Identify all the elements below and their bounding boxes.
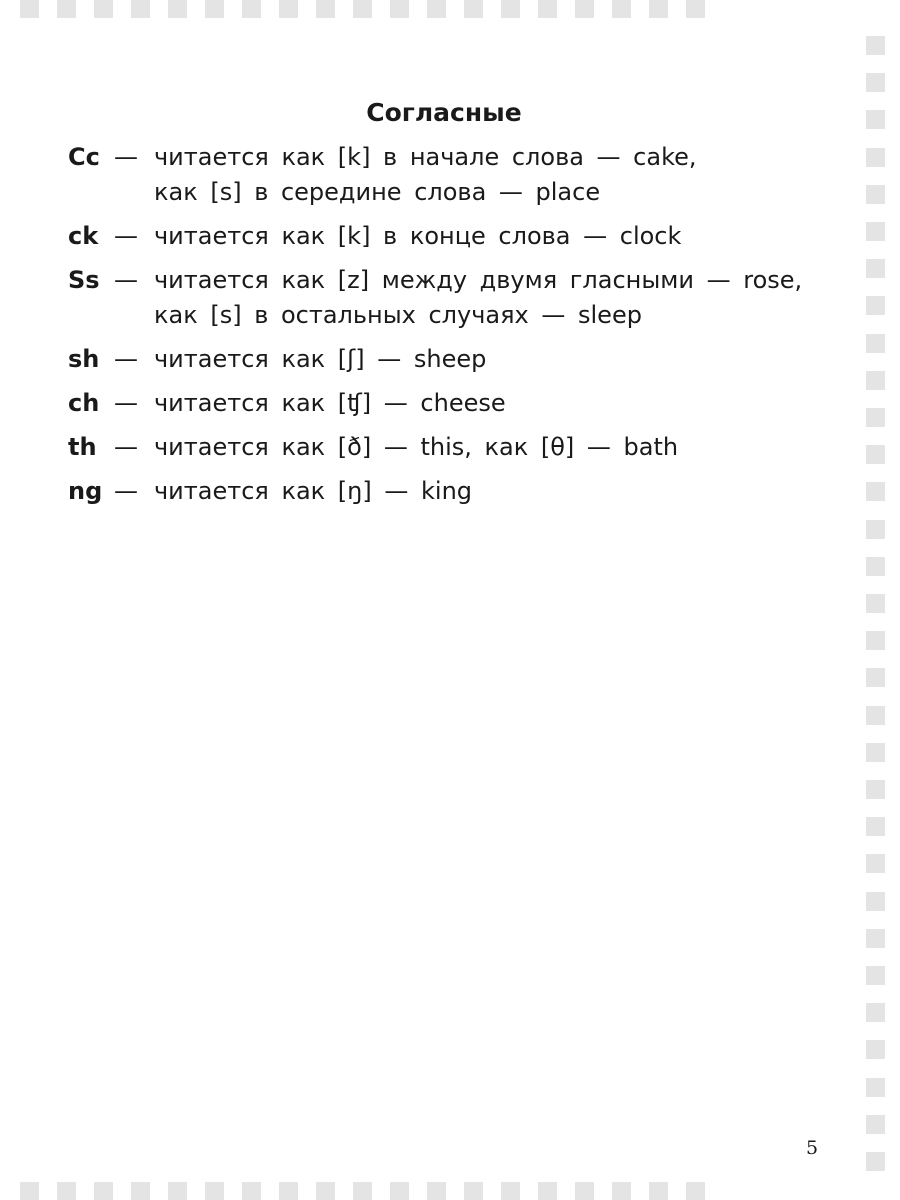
rule-line: читается как [ŋ] — king xyxy=(154,477,473,505)
decorative-square xyxy=(612,1182,631,1200)
decorative-square xyxy=(94,1182,113,1200)
decorative-square xyxy=(866,817,885,836)
decorative-square xyxy=(866,780,885,799)
decorative-square xyxy=(649,1182,668,1200)
decorative-square xyxy=(316,1182,335,1200)
decorative-square xyxy=(866,929,885,948)
page-number: 5 xyxy=(806,1137,819,1159)
rule-line: читается как [ð] — this, как [θ] — bath xyxy=(154,433,679,461)
rule-line: читается как [ʃ] — sheep xyxy=(154,345,487,373)
decorative-square xyxy=(866,892,885,911)
decorative-square xyxy=(866,334,885,353)
decorative-square xyxy=(427,1182,446,1200)
decorative-square xyxy=(131,1182,150,1200)
decorative-square xyxy=(866,482,885,501)
decorative-square xyxy=(57,1182,76,1200)
decorative-square xyxy=(866,1040,885,1059)
decorative-square xyxy=(866,259,885,278)
decorative-square xyxy=(20,0,39,18)
rule-ck xyxy=(68,219,828,254)
rule-description xyxy=(154,474,828,509)
decorative-square xyxy=(57,0,76,18)
rule-letters: ng xyxy=(68,477,103,505)
decorative-square xyxy=(866,1003,885,1022)
rule-description xyxy=(154,219,828,254)
rule-dash: — xyxy=(114,433,138,461)
decorative-square xyxy=(866,854,885,873)
decorative-square xyxy=(168,0,187,18)
decorative-square xyxy=(612,0,631,18)
rule-line: читается как [k] в начале слова — cake, xyxy=(154,143,697,171)
decorative-square xyxy=(501,0,520,18)
decorative-square xyxy=(866,73,885,92)
decorative-square xyxy=(866,668,885,687)
decorative-square xyxy=(353,0,372,18)
decorative-square xyxy=(866,1152,885,1171)
decorative-square xyxy=(464,1182,483,1200)
decorative-border-top xyxy=(0,0,900,18)
decorative-square xyxy=(866,36,885,55)
decorative-square xyxy=(316,0,335,18)
page-title: Согласные xyxy=(366,98,522,127)
decorative-square xyxy=(242,1182,261,1200)
decorative-square xyxy=(866,594,885,613)
decorative-square xyxy=(866,520,885,539)
decorative-square xyxy=(866,1115,885,1134)
rule-sh xyxy=(68,342,828,377)
decorative-square xyxy=(390,0,409,18)
rule-letters: ch xyxy=(68,389,100,417)
decorative-square xyxy=(649,0,668,18)
rule-letters: Cc xyxy=(68,143,100,171)
rule-ng xyxy=(68,474,828,509)
decorative-square xyxy=(575,1182,594,1200)
rule-th xyxy=(68,430,828,465)
decorative-square xyxy=(131,0,150,18)
decorative-square xyxy=(866,222,885,241)
rule-dash: — xyxy=(114,143,138,171)
decorative-square xyxy=(686,1182,705,1200)
rule-letters: Ss xyxy=(68,266,100,294)
rule-description xyxy=(154,342,828,377)
rule-ch xyxy=(68,386,828,421)
decorative-square xyxy=(866,296,885,315)
decorative-square xyxy=(205,0,224,18)
decorative-square xyxy=(353,1182,372,1200)
decorative-square xyxy=(866,148,885,167)
decorative-square xyxy=(866,371,885,390)
decorative-square xyxy=(279,0,298,18)
decorative-square xyxy=(866,445,885,464)
decorative-square xyxy=(866,185,885,204)
decorative-square xyxy=(866,743,885,762)
rule-line: читается как [k] в конце слова — clock xyxy=(154,222,682,250)
rule-cc xyxy=(68,140,828,210)
decorative-square xyxy=(866,706,885,725)
rule-description xyxy=(154,430,828,465)
rules-list xyxy=(68,140,828,518)
decorative-square xyxy=(427,0,446,18)
rule-letters: ck xyxy=(68,222,99,250)
rule-description xyxy=(154,140,828,210)
decorative-square xyxy=(94,0,113,18)
decorative-square xyxy=(464,0,483,18)
rule-dash: — xyxy=(114,477,138,505)
rule-line: как [s] в остальных случаях — sleep xyxy=(154,301,642,329)
decorative-square xyxy=(866,631,885,650)
decorative-square xyxy=(501,1182,520,1200)
rule-line: читается как [z] между двумя гласными — rose, xyxy=(154,266,803,294)
decorative-square xyxy=(686,0,705,18)
decorative-border-bottom xyxy=(0,1182,900,1200)
rule-ss xyxy=(68,263,828,333)
rule-line: как [s] в середине слова — place xyxy=(154,178,601,206)
decorative-square xyxy=(168,1182,187,1200)
decorative-square xyxy=(575,0,594,18)
rule-dash: — xyxy=(114,222,138,250)
decorative-square xyxy=(242,0,261,18)
rule-letters: sh xyxy=(68,345,100,373)
decorative-square xyxy=(866,557,885,576)
rule-description xyxy=(154,263,828,333)
rule-dash: — xyxy=(114,389,138,417)
rule-description xyxy=(154,386,828,421)
decorative-square xyxy=(866,966,885,985)
rule-dash: — xyxy=(114,345,138,373)
decorative-square xyxy=(205,1182,224,1200)
decorative-square xyxy=(538,0,557,18)
decorative-border-right xyxy=(866,36,886,1186)
decorative-square xyxy=(866,408,885,427)
rule-letters: th xyxy=(68,433,97,461)
rule-dash: — xyxy=(114,266,138,294)
rule-line: читается как [ʧ] — cheese xyxy=(154,389,506,417)
decorative-square xyxy=(538,1182,557,1200)
decorative-square xyxy=(20,1182,39,1200)
decorative-square xyxy=(866,1078,885,1097)
decorative-square xyxy=(390,1182,409,1200)
decorative-square xyxy=(279,1182,298,1200)
